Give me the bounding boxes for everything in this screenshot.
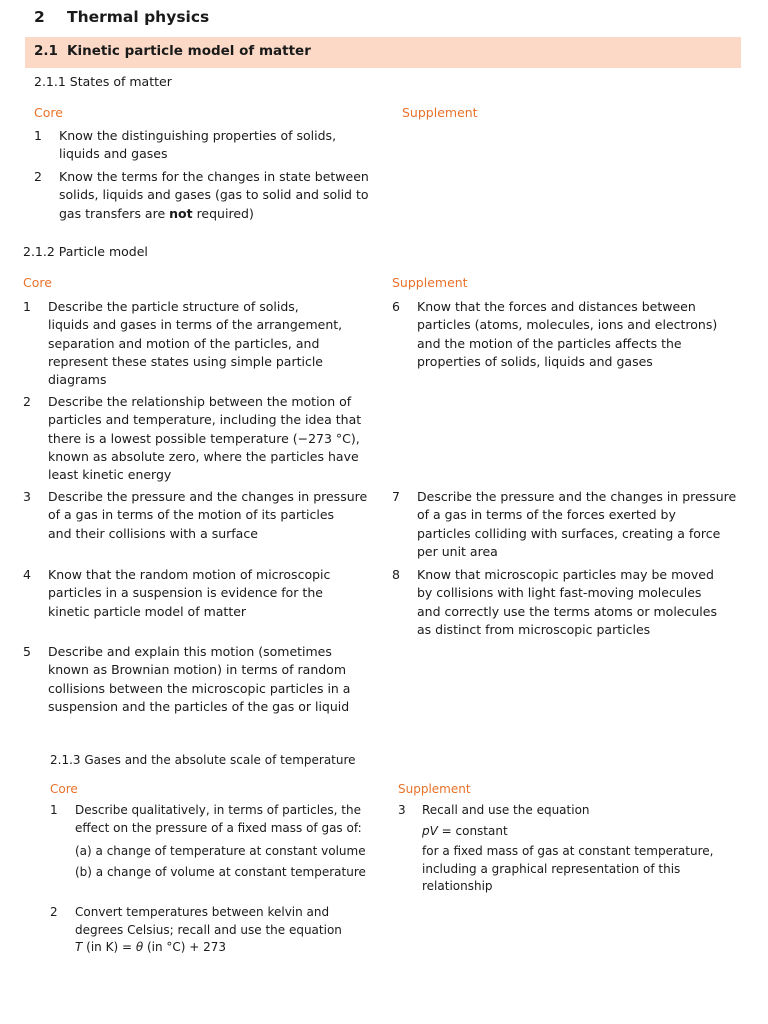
item-number: 1 <box>23 299 31 314</box>
eq-symbol-pV: pV <box>422 823 438 838</box>
supplement-item-2-1-2-8 <box>392 566 752 639</box>
item-line: Know that microscopic particles may be moved <box>417 567 714 582</box>
item-number: 7 <box>392 489 400 504</box>
item-line: of a gas in terms of the forces exerted by <box>417 507 676 523</box>
item-line: including a graphical representation of this <box>422 861 681 876</box>
item-line: by collisions with light fast-moving molecules <box>417 585 702 601</box>
item-line: as distinct from microscopic particles <box>417 621 651 637</box>
bold-text: not <box>169 205 193 221</box>
supplement-label-2-1-1: Supplement <box>402 105 478 120</box>
item-line: Know that the forces and distances between <box>417 299 696 314</box>
item-line: Describe the particle structure of solids, <box>48 299 299 314</box>
chapter-title: Thermal physics <box>67 8 210 26</box>
chapter-heading <box>34 8 209 26</box>
item-number: 1 <box>50 803 58 817</box>
equation-kelvin <box>75 939 380 957</box>
text-run: gas transfers are <box>59 205 170 221</box>
item-line: relationship <box>422 879 493 893</box>
item-line: Know that the random motion of microscopic <box>48 567 331 582</box>
item-line: separation and motion of the particles, and <box>48 335 320 351</box>
item-number: 8 <box>392 567 400 582</box>
item-line: collisions between the microscopic particles in a <box>48 680 351 696</box>
item-number: 2 <box>23 394 31 409</box>
item-line: Describe the pressure and the changes in pressure <box>48 489 368 504</box>
core-item-2-1-1-1 <box>34 127 374 164</box>
item-line: least kinetic energy <box>48 467 172 483</box>
core-label-2-1-2: Core <box>23 275 52 290</box>
item-line: Describe the relationship between the motion of <box>48 394 352 409</box>
item-line: represent these states using simple particle <box>48 353 323 369</box>
item-line: and correctly use the terms atoms or molecules <box>417 603 717 619</box>
item-line: degrees Celsius; recall and use the equation <box>75 922 342 937</box>
item-line <box>59 205 374 223</box>
item-line: and their collisions with a surface <box>48 525 258 541</box>
item-line: liquids and gases in terms of the arrangement, <box>48 317 343 333</box>
sub-item-a: (a) a change of temperature at constant volume <box>75 844 366 858</box>
item-line: particles and temperature, including the idea that <box>48 412 362 428</box>
item-line: per unit area <box>417 543 498 559</box>
section-number: 2.1 <box>34 43 58 59</box>
supplement-item-2-1-3-3 <box>398 802 748 896</box>
item-line: liquids and gases <box>59 146 168 162</box>
subsection-title-2-1-2: 2.1.2 Particle model <box>23 244 148 259</box>
eq-symbol-theta: θ <box>135 940 144 954</box>
item-number: 3 <box>23 489 31 504</box>
core-item-2-1-2-2 <box>23 393 373 484</box>
item-line: kinetic particle model of matter <box>48 603 247 619</box>
item-line: effect on the pressure of a fixed mass of gas of: <box>75 820 362 835</box>
item-line: particles colliding with surfaces, creating a force <box>417 525 721 541</box>
item-line: particles in a suspension is evidence for the <box>48 585 323 601</box>
core-item-2-1-2-3 <box>23 488 373 543</box>
item-line: suspension and the particles of the gas or liquid <box>48 698 350 714</box>
item-line: Know the distinguishing properties of solids, <box>59 128 337 143</box>
item-line: Convert temperatures between kelvin and <box>75 905 330 919</box>
core-item-2-1-2-5 <box>23 643 373 716</box>
item-line: for a fixed mass of gas at constant temperature, <box>422 844 714 858</box>
item-line: Describe the pressure and the changes in pressure <box>417 489 737 504</box>
item-number: 4 <box>23 567 31 582</box>
core-item-2-1-1-2 <box>34 168 374 223</box>
item-number: 3 <box>398 803 406 817</box>
text-run: required) <box>192 205 254 221</box>
item-line: of a gas in terms of the motion of its particles <box>48 507 335 523</box>
item-line: and the motion of the particles affects the <box>417 335 682 351</box>
chapter-number: 2 <box>34 8 45 26</box>
item-number: 6 <box>392 299 400 314</box>
core-item-2-1-2-1 <box>23 298 373 389</box>
item-line: properties of solids, liquids and gases <box>417 353 653 369</box>
core-item-2-1-3-1 <box>50 802 380 881</box>
core-item-2-1-2-4 <box>23 566 373 621</box>
core-label-2-1-1: Core <box>34 105 63 120</box>
item-line: particles (atoms, molecules, ions and electrons) <box>417 317 718 333</box>
item-number: 2 <box>34 169 42 184</box>
item-line: solids, liquids and gases (gas to solid and solid to <box>59 187 369 203</box>
item-line: known as absolute zero, where the particles have <box>48 448 359 464</box>
item-line: Know the terms for the changes in state between <box>59 169 369 184</box>
item-line: Recall and use the equation <box>422 803 590 817</box>
sub-item-b: (b) a change of volume at constant temperature <box>75 864 366 879</box>
text-run: = constant <box>437 823 508 838</box>
item-line: known as Brownian motion) in terms of random <box>48 662 346 678</box>
supplement-label-2-1-3: Supplement <box>398 782 471 796</box>
supplement-item-2-1-2-6 <box>392 298 752 371</box>
item-number: 5 <box>23 644 31 659</box>
core-item-2-1-3-2 <box>50 904 380 957</box>
text-run: (in K) = <box>82 940 136 954</box>
subsection-title-2-1-1: 2.1.1 States of matter <box>34 74 172 89</box>
item-line: there is a lowest possible temperature (−273 °C), <box>48 430 360 446</box>
section-title: Kinetic particle model of matter <box>67 43 311 59</box>
item-line: diagrams <box>48 372 107 388</box>
equation-pv <box>422 823 748 841</box>
item-number: 2 <box>50 905 58 919</box>
supplement-label-2-1-2: Supplement <box>392 275 468 290</box>
item-line: Describe and explain this motion (sometimes <box>48 644 332 659</box>
eq-symbol-T: T <box>75 940 83 954</box>
supplement-item-2-1-2-7 <box>392 488 752 561</box>
item-line: Describe qualitatively, in terms of particles, the <box>75 803 361 817</box>
section-heading <box>34 43 311 59</box>
core-label-2-1-3: Core <box>50 782 78 796</box>
item-number: 1 <box>34 128 42 143</box>
text-run: (in °C) + 273 <box>143 940 227 954</box>
subsection-title-2-1-3: 2.1.3 Gases and the absolute scale of temperature <box>50 753 356 767</box>
